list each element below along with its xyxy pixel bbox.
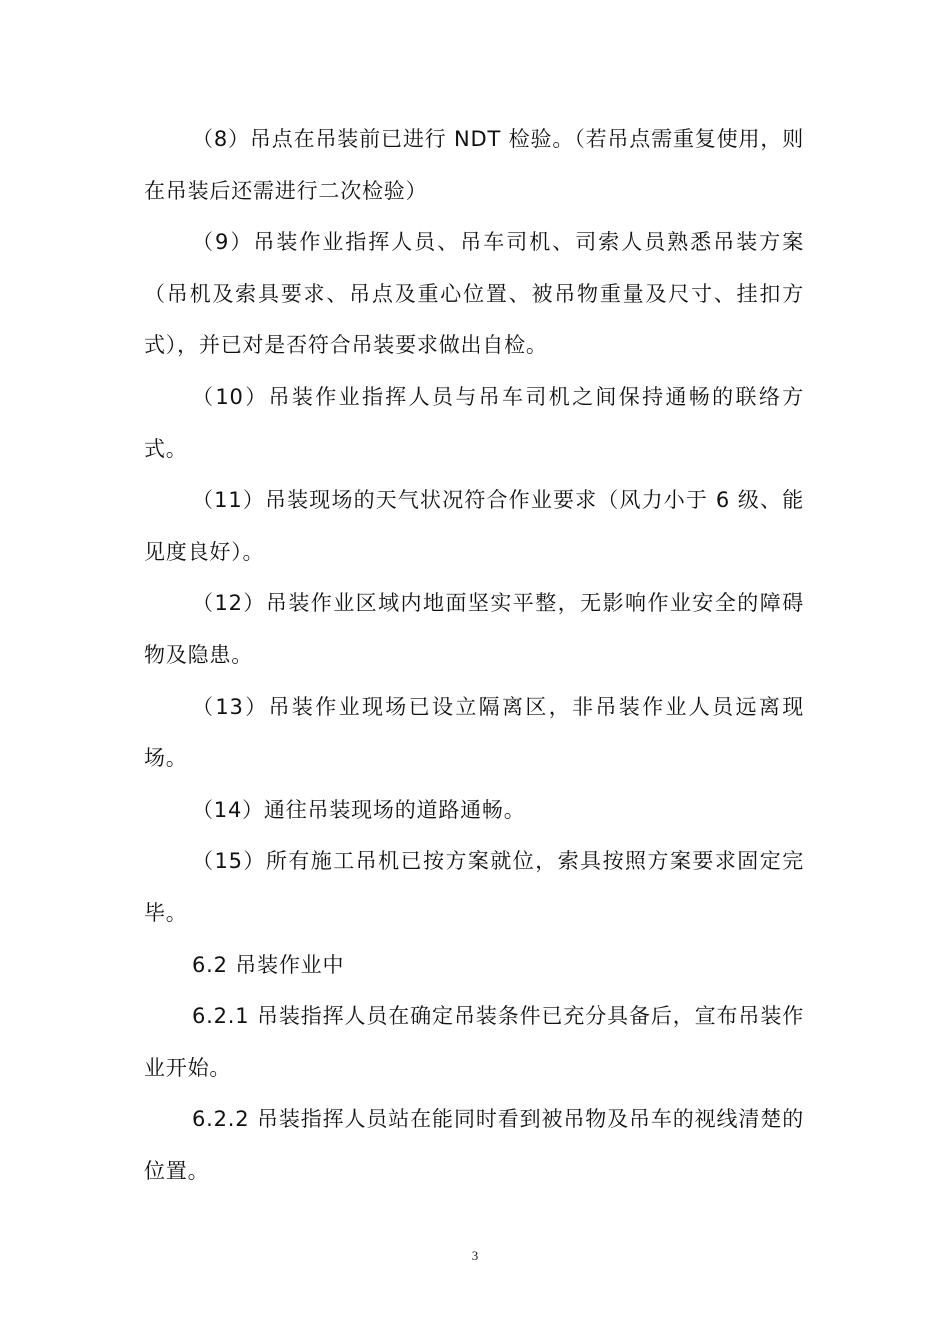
paragraph-item-10: （10）吊装作业指挥人员与吊车司机之间保持通畅的联络方式。 — [144, 384, 804, 461]
page-number: 3 — [471, 1248, 479, 1263]
document-body — [144, 114, 804, 1197]
paragraph-item-11: （11）吊装现场的天气状况符合作业要求（风力小于 6 级、能见度良好）。 — [144, 488, 804, 564]
paragraph-item-8: （8）吊点在吊装前已进行 NDT 检验。（若吊点需重复使用，则在吊装后还需进行二次检验） — [144, 127, 804, 203]
paragraph-item-15: （15）所有施工吊机已按方案就位，索具按照方案要求固定完毕。 — [144, 849, 804, 925]
paragraph-item-12: （12）吊装作业区域内地面坚实平整，无影响作业安全的障碍物及隐患。 — [144, 591, 804, 667]
paragraph-item-14: （14）通往吊装现场的道路通畅。 — [192, 797, 526, 822]
paragraph-6-2-2: 6.2.2 吊装指挥人员站在能同时看到被吊物及吊车的视线清楚的位置。 — [144, 1107, 804, 1183]
paragraph-item-9: （9）吊装作业指挥人员、吊车司机、司索人员熟悉吊装方案（吊机及索具要求、吊点及重心位置、被吊物重量及尺寸、挂扣方式），并已对是否符合吊装要求做出自检。 — [144, 230, 804, 358]
paragraph-6-2-1: 6.2.1 吊装指挥人员在确定吊装条件已充分具备后，宣布吊装作业开始。 — [144, 1004, 804, 1080]
section-heading-6-2: 6.2 吊装作业中 — [192, 952, 345, 977]
paragraph-item-13: （13）吊装作业现场已设立隔离区，非吊装作业人员远离现场。 — [144, 694, 804, 771]
